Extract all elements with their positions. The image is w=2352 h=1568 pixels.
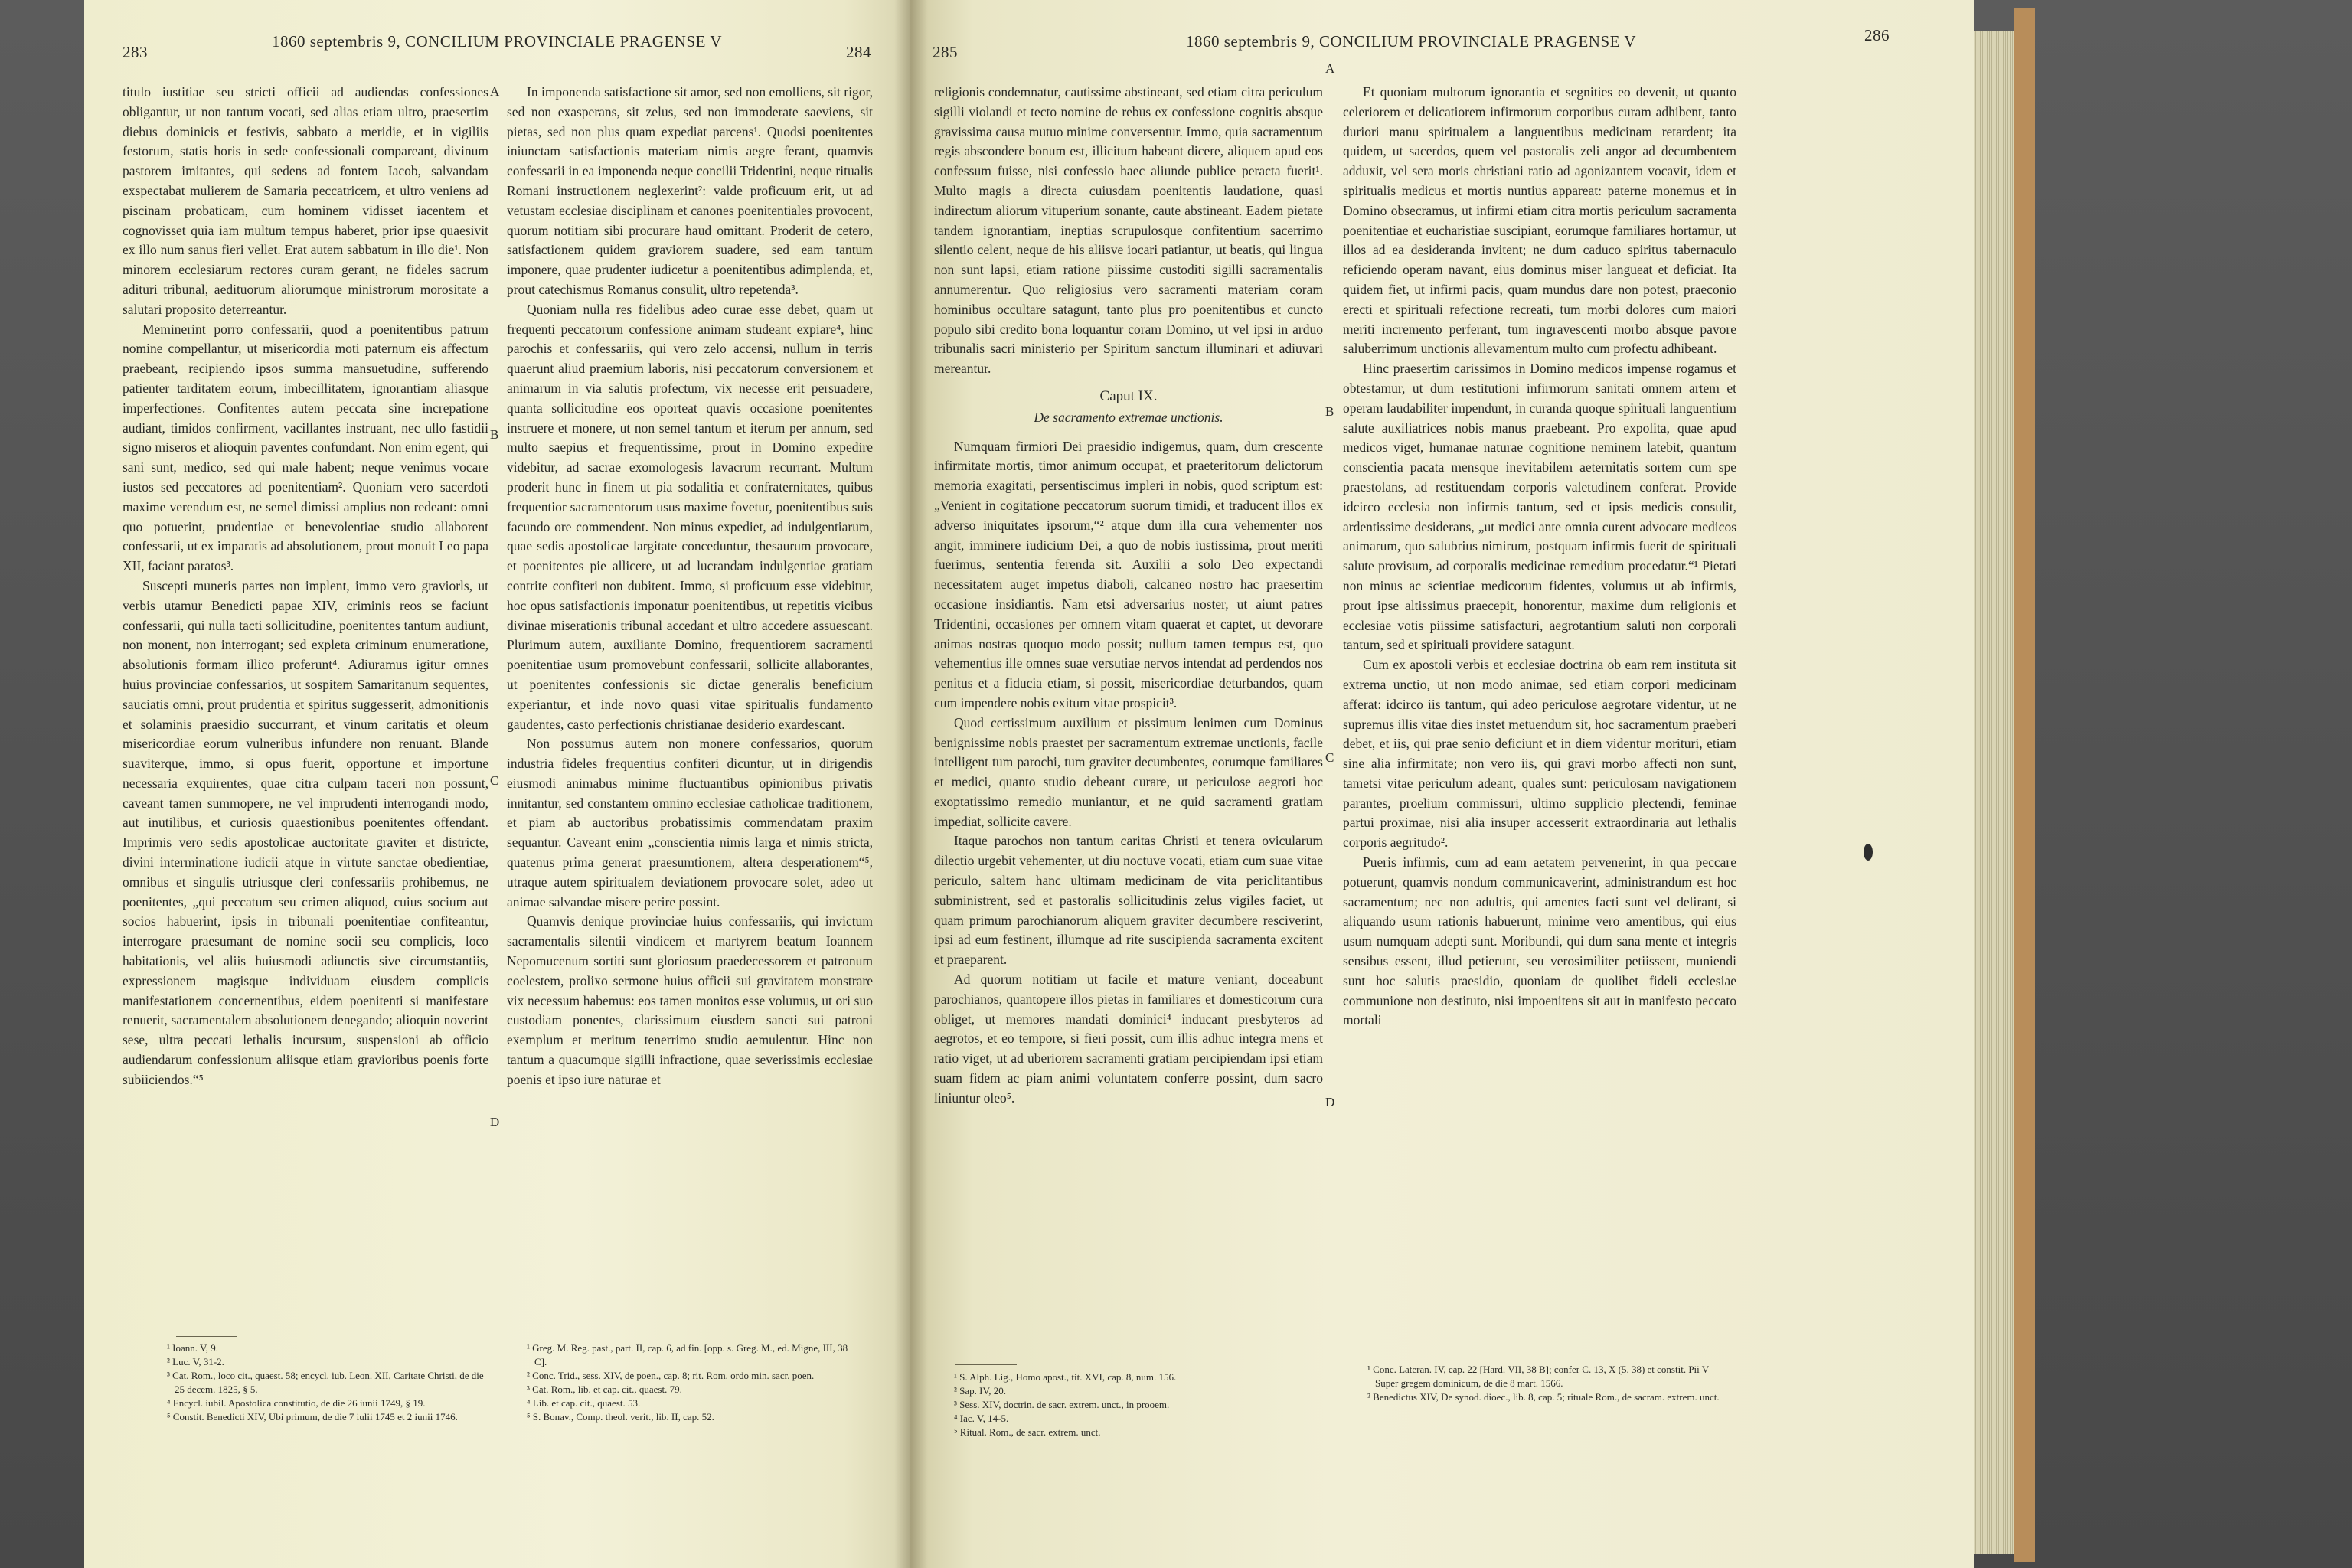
paragraph: Pueris infirmis, cum ad eam aetatem pervenerint, in qua peccare potuerunt, quamvis nondum communicaverint, administrandum est hoc sacramentum; nec non adultis, qui amentes facti sunt vel delirant, si aliquando usum rationis habuerunt, minime vero amentibus, qui eius usum numquam adepti sunt. Moribundi, qui dum sana mente et integris sensibus essent, illud petierunt, seu verosimiliter petiissent, muniendi sunt hoc salutis praesidio, quoniam de quolibet fideli ecclesiae communione non destituto, nisi impoenitens sit aut in manifesto peccato mortali	[1343, 854, 1736, 1028]
footnote: ⁵ Ritual. Rom., de sacr. extrem. unct.	[954, 1426, 1101, 1438]
header-rule	[122, 73, 871, 74]
paragraph: Et quoniam multorum ignorantia et segnities eo devenit, ut quanto celeriorem et delicatiorem infirmorum corporibus curam adhibent, tanto duriori manu spiritualem a languentibus medicinam retardent; ita quidem, ut sacerdos, quem vel pastoralis zeli angor ad decumbentem adduxit, vel sera moris christiani ratio ad agonizantem vocavit, idem et spiritualis medicus et mortis nuntius appareat: paterne monemus et in Domino obsecramus, ut infirmi etiam citra mortis periculum sacramenta poenitentiae et eucharistiae suscipiant, eorumque familiares hortamur, ut illos ad ea desideranda invitent; ne dum caduco spiritus tabernaculo reficiendo operam navant, eius dominus miser langueat et deficiat. Ita quidem fiet, ut infirmi pacis, quam mundus dare non potest, praeconio erecti et spirituali refectione recreati, tum morbi dolores cum maiori meriti incremento perferant, tum ingravescenti morbo absque pavore saluberrimum unctionis allevamentum multo cum profectu adhibeant.	[1343, 84, 1736, 357]
right-footnotes-2	[1361, 1363, 1721, 1404]
margin-letter-c: C	[1325, 750, 1334, 765]
right-page	[910, 0, 1974, 1568]
paragraph: In imponenda satisfactione sit amor, sed non emolliens, sit rigor, sed non exasperans, sit zelus, sed non immoderate saeviens, sit pietas, sed non plus quam expediat parcens¹. Quodsi poenitentes iniunctam satisfactionis materiam nimis aegre ferant, quamvis confessarii in ea imponenda neque concilii Tridentini, neque ritualis Romani instructionem neglexerint²: valde proficuum erit, ut ad vetustam ecclesiae disciplinam et canones poenitentiales provocent, quorum notitiam sibi procurare haud omittant. Proderit de cetero, satisfactionem quidem graviorem suadere, sed eam tantum imponere, quae prudenter iudicetur a poenitentibus adimplenda, et, prout catechismus Romanus consulit, ultro repetenda³.	[507, 84, 873, 297]
left-page-header	[122, 31, 871, 61]
footnote: ¹ S. Alph. Lig., Homo apost., tit. XVI, cap. 8, num. 156.	[954, 1371, 1177, 1383]
margin-letter-d: D	[490, 1115, 500, 1129]
footnote: ⁵ S. Bonav., Comp. theol. verit., lib. II, cap. 52.	[527, 1411, 714, 1423]
footnote: ⁴ Lib. et cap. cit., quaest. 53.	[527, 1397, 641, 1409]
margin-letter-c: C	[490, 773, 499, 788]
footnote: ¹ Ioann. V, 9.	[167, 1342, 218, 1354]
right-page-column-1	[934, 83, 1323, 1109]
book-gutter	[894, 0, 928, 1568]
left-page	[84, 0, 910, 1568]
paragraph: religionis condemnatur, cautissime abstineant, sed etiam citra periculum sigilli violandi et tecto nomine de rebus ex confessione cognitis absque gravissima causa mutuo minime conversentur. Immo, quia sacramentum regis abscondere bonum est, illicitum habeant dicere, aliquem apud eos confessum fuisse, nisi confessio haec aliunde publice peracta fuerit¹. Multo magis a directa cuiusdam poenitentis laudatione, quasi indirectum aliorum vituperium sonante, caute abstineant. Eadem pietate tandem ignorantiam, ineptias scrupulosque confitentium sacerrimo silentio celent, neque de his aliisve iocari patiantur, ut beatis, qui lingua non sunt lapsi, etiam ratione piissime custoditi sigilli sacramentalis annumerentur. Quo religiosius vero sacramenti materiam coram hominibus occultare satagunt, tanto plus pro poenitentibus et cuncto populo sibi credito bona loquantur coram Domino, ut vel ipsi in arduo tribunalis sacri ministerio per Spiritum sanctum illuminari et adiuvari mereantur.	[934, 84, 1323, 377]
book-cover-edge	[2014, 8, 2035, 1562]
running-title: 1860 septembris 9, CONCILIUM PROVINCIALE PRAGENSE V	[1185, 32, 1637, 51]
footnote: ¹ Greg. M. Reg. past., part. II, cap. 6, ad fin. [opp. s. Greg. M., ed. Migne, III, 38 C].	[527, 1342, 848, 1367]
left-footnotes-2	[521, 1341, 850, 1424]
paragraph: Itaque parochos non tantum caritas Christi et tenera ovicularum dilectio urgebit vehementer, ut diu noctuve vocati, etiam cum suae vitae periculo, saltem hanc ultimam medicinam de vita periclitantibus subministrent, sed et pastoralis sollicitudinis zelus vigiles faciet, ut quam primum parochianorum aliquem graviter decumbere resciverint, ipsi ad eum festinent, illumque ad rite suscipienda sacramenta excitent et praeparent.	[934, 833, 1323, 968]
left-footnotes-1	[161, 1341, 490, 1424]
header-rule	[933, 73, 1890, 74]
margin-letter-b: B	[1325, 404, 1334, 419]
chapter-heading: Caput IX.	[1099, 387, 1158, 404]
footnote: ² Sap. IV, 20.	[954, 1385, 1006, 1396]
margin-letter-a: A	[490, 84, 500, 99]
paragraph: Non possumus autem non monere confessarios, quorum industria fideles frequentius confiteri dicuntur, ut in dirigendis eiusmodi animabus minime fluctuantibus opinionibus privatis innitantur, sed constantem omnino ecclesiae catholicae traditionem, et piam ab auctoribus probatissimis commendatam praxim sequantur. Caveant enim „conscientia nimis larga et nimis stricta, quatenus prima generat praesumtionem, altera desperationem“⁵, utraque autem spiritualem deviationem provocare solet, adeo ut animae salvandae misere perire possint.	[507, 736, 873, 910]
page-number-283: 283	[122, 43, 148, 61]
footnote: ³ Cat. Rom., loco cit., quaest. 58; encycl. iub. Leon. XII, Caritate Christi, de die 25 decem. 1825, § 5.	[167, 1370, 484, 1395]
margin-letter-b: B	[490, 427, 499, 442]
footnote-rule	[176, 1336, 237, 1337]
page-number-285: 285	[933, 43, 958, 61]
footnote: ³ Cat. Rom., lib. et cap. cit., quaest. 79.	[527, 1383, 682, 1395]
footnote: ² Luc. V, 31-2.	[167, 1356, 224, 1367]
paragraph: Cum ex apostoli verbis et ecclesiae doctrina ob eam rem instituta sit extrema unctio, ut non modo animae, sed etiam corpori medicinam afferat: idcirco iis tantum, qui adeo periculose aegrotare videntur, ut ne supremus illis vitae dies instet metuendum sit, hoc sacramentum praeberi debet, et iis, qui prae senio deficiunt et in diem videntur morituri, etiam sine alia infirmitate; non vero iis, qui gravi morbo affecti non sunt, tametsi vitae periculum adeant, quales sunt: periculosam navigationem parantes, proelium commissuri, ultimo supplicio plectendi, feminae partui proximae, nisi alia insuper accesserit extraordinaria aut lethalis corporis aegritudo².	[1343, 657, 1736, 851]
left-page-column-1	[122, 83, 488, 1090]
margin-letter-a: A	[1325, 61, 1335, 76]
margin-letter-d: D	[1325, 1095, 1335, 1109]
chapter-subtitle: De sacramento extremae unctionis.	[1034, 409, 1223, 425]
right-page-header	[933, 26, 1890, 61]
paragraph: Suscepti muneris partes non implent, immo vero graviorls, ut verbis utamur Benedicti papae XIV, criminis reos se faciunt confessarii, qui nulla tacti sollicitudine, poenitentes tantum audiunt, non monent, non interrogant; sed expleta criminum enumeratione, absolutionis formam illico proferunt⁴. Adiuramus igitur omnes huius provinciae confessarios, ut sospitem Samaritanum sequentes, sauciatis omni, prout prudentia et spiritus suggesserit, admonitionis et solaminis praesidio succurrant, et vinum caritatis et oleum misericordiae eorum vulneribus infundere non renuant. Blande suaviterque, immo, si opus fuerit, opportune et importune necessaria exquirentes, quae citra culpam taceri non possunt, caveant tamen summopere, ne vel imprudenti interrogandi modo, aut inutilibus, et curiosis quaestionibus poenitentes offendant. Imprimis vero sedis apostolicae auctoritate graviter et districte, divini interminatione iudicii atque in virtute sanctae obedientiae, omnibus et singulis utriusque cleri confessariis prohibemus, ne poenitentes, „qui peccatum seu crimen aliquod, cuius socium aut socios habuerint, ipsis in tribunali poenitentiae confiteantur, interrogare praesumant de nomine socii seu complicis, loco habitationis, vel aliis huiusmodi adiunctis sive circumstantiis, expressionem magisque individuam eiusdem complicis manifestationem concernentibus, eidem poenitenti si manifestare renuerit, sacramentalem absolutionem denegando; alioquin noverint sese, ultra peccati lethalis incursum, suspensioni ab officio audiendarum confessionum aliisque etiam gravioribus poenis forte subiiciendos.“⁵	[122, 577, 488, 1087]
footnote-rule	[956, 1364, 1017, 1365]
paragraph: Numquam firmiori Dei praesidio indigemus, quam, dum crescente infirmitate mortis, timor animum occupat, et praeteritorum delictorum memoria exagitati, persentiscimus impleri in nobis, quod scriptum est: „Venient in cogitatione peccatorum suorum timidi, et traducent illos ex adverso iniquitates ipsorum,“² atque dum illa cura vehementer nos angit, imminere iudicium Dei, a quo de nobis iustissima, prout meriti fuerimus, sententia ferenda sit. Auxilii a solo Deo expectandi necessitatem auget impetus diaboli, calcaneo nostro hac praesertim occasione insidiantis. Nam etsi adversarius noster, ut aiunt patres Tridentini, occasiones per omnem vitam quaerat et captet, ut devorare animas nostras quoquo modo possit; nullum tamen tempus est, quo vehementius ille omnes suae versutiae nervos intendat ad perdendos nos penitus et a fiducia etiam, si possit, misericordiae deturbandos, quam cum impendere nobis exitum vitae prospicit³.	[934, 438, 1323, 710]
running-title: 1860 septembris 9, CONCILIUM PROVINCIALE PRAGENSE V	[271, 32, 723, 51]
footnote: ¹ Conc. Lateran. IV, cap. 22 [Hard. VII, 38 B]; confer C. 13, X (5. 38) et constit. Pii V Super gregem dominicum, de die 8 mart. 1566.	[1367, 1364, 1709, 1389]
right-page-column-2	[1343, 83, 1736, 1031]
footnote: ⁵ Constit. Benedicti XIV, Ubi primum, de die 7 iulii 1745 et 2 iunii 1746.	[167, 1411, 458, 1423]
paragraph: Quamvis denique provinciae huius confessariis, qui invictum sacramentalis silentii vindicem et martyrem beatum Ioannem Nepomucenum sortiti sunt gloriosum praedecessorem et patronum coelestem, prolixo sermone huius officii sui gravitatem monstrare vix necessum habemus: eos tamen monitos esse volumus, ut ori suo custodiam ponentes, clarissimum eiusdem sancti sui patroni exemplum et meritum tenerrimo studio aemulentur. Hinc non tantum a quacumque sigilli infractione, quae severissimis ecclesiae poenis et ipso iure naturae et	[507, 913, 873, 1087]
footnote: ⁴ Encycl. iubil. Apostolica constitutio, de die 26 iunii 1749, § 19.	[167, 1397, 426, 1409]
footnote: ² Conc. Trid., sess. XIV, de poen., cap. 8; rit. Rom. ordo min. sacr. poen.	[527, 1370, 815, 1381]
ink-spot	[1864, 844, 1873, 861]
paragraph: titulo iustitiae seu stricti officii ad audiendas confessiones obligantur, ut non tantum vocati, sed alias etiam ultro, praesertim diebus dominicis et festivis, sabbato a meridie, et in vigiliis festorum, statis horis in sede confessionali compareant, divinum pastorem imitantes, qui sedens ad fontem Iacob, salvandam exspectabat mulierem de Samaria peccatricem, et ultro veniens ad piscinam probaticam, cum hominem vidisset iacentem et cognovisset quia iam multum tempus haberet, prior ipse quaesivit ex illo num sanus fieri vellet. Erat autem sabbatum in illo die¹. Non minorem ecclesiarum rectores curam gerant, ne fideles sacrum adituri tribunal, aedituorum aliorumque ministrorum morositate a salutari proposito deterreantur.	[122, 84, 488, 317]
paragraph: Hinc praesertim carissimos in Domino medicos impense rogamus et obtestamur, ut dum restitutioni infirmorum sanitati omnem artem et operam laudabiliter impendunt, in curanda quoque spirituali languentium salute auxiliatrices nobis manus praebeant. Pro expolita, quae apud medicos viget, humanae naturae cognitione neminem latebit, quantum conscientia pacata mensque inevitabilem aeternitatis sortem cum spe praestolans, ad restituendam corporis valetudinem conferat. Provide idcirco ecclesia non infirmis tantum, sed et ipsis medicis consulit, ardentissime desiderans, „ut medici ante omnia curent advocare medicos animarum, quo salubrius nimirum, postquam infirmis fuerit de spirituali salute provisum, ad corporalis medicinae remedium procedatur.“¹ Pietati non minus ac scientiae medicorum fidentes, volumus ut ab infirmis, prout ipse altissimus praecepit, honorentur, maxime dum religionis et ecclesiae votis piissime satisfacturi, aegrotantium saluti non corporali tantum, sed et spirituali providere satagunt.	[1343, 361, 1736, 653]
footnote: ² Benedictus XIV, De synod. dioec., lib. 8, cap. 5; rituale Rom., de sacram. extrem. unct.	[1367, 1391, 1720, 1403]
paragraph: Meminerint porro confessarii, quod a poenitentibus patrum nomine compellantur, ut misericordia moti paternum eis affectum praebeant, recipiendo ipsos summa mansuetudine, sufferendo patienter tarditatem eorum, imbecillitatem, ignorantiam aliasque imperfectiones. Confitentes autem peccata sine increpatione audiant, timidos confirment, vacillantes instruant, nec ullo fastidii signo miseros et alioquin paventes confundant. Non enim egent, qui sani sunt, medico, sed qui male habent; neque venimus vocare iustos sed peccatores ad poenitentiam². Quoniam vero sacerdoti maxime verendum est, ne semel dimissi amplius non redeant: omni quo potuerint, prudentiae et benevolentiae studio allaborent confessarii, ut ex imparatis ad absolutionem, prout monuit Leo papa XII, faciant paratos³.	[122, 321, 488, 574]
right-footnotes-1	[948, 1370, 1308, 1439]
paragraph: Ad quorum notitiam ut facile et mature veniant, doceabunt parochianos, quantopere illos pietas in familiares et domesticorum cura obliget, ut memores mandati dominici⁴ inducant presbyteros ad aegrotos, et eo tempore, si fieri possit, cum illis adhuc integra mens et ratio viget, ut ad uberiorem sacramenti gratiam percipiendam ipsi etiam suam fidem ac piam animi voluntatem conferre possint, dum sacro liniuntur oleo⁵.	[934, 972, 1323, 1106]
page-number-284: 284	[846, 43, 871, 61]
page-number-286: 286	[1864, 26, 1890, 44]
left-page-column-2	[507, 83, 873, 1090]
footnote: ³ Sess. XIV, doctrin. de sacr. extrem. unct., in prooem.	[954, 1399, 1170, 1410]
footnote: ⁴ Iac. V, 14-5.	[954, 1413, 1009, 1424]
paragraph: Quod certissimum auxilium et pissimum lenimen cum Dominus benignissime nobis praestet per sacramentum extremae unctionis, facile intelligent tum parochi, tum graviter decumbentes, eorumque familiares et medici, quanto studio debeant curare, ut periculose aegroti hoc exoptatissimo remedio muniantur, et ne quid sacramenti gratiam impediat, sollicite cavere.	[934, 714, 1323, 829]
paragraph: Quoniam nulla res fidelibus adeo curae esse debet, quam ut frequenti peccatorum confessione animam studeant expiare⁴, hinc parochis et confessariis, qui vero zelo accensi, nullum in terris quaerunt aliud praemium laboris, nisi peccatorum conversionem et animarum in via salutis profectum, vix necesse erit persuadere, quanta sollicitudine eos oporteat quavis occasione poenitentes instruere et monere, ut non semel tantum et iterum per annum, sed multo saepius et frequentissime, prout in Domino expedire videbitur, ad sacrae exomologesis lavacrum recurrant. Multum proderit hunc in finem ut pia sodalitia et confraternitates, quibus frequentior sacramentorum usus maxime fovetur, poenitentibus suis facundo ore commendent. Non minus expediet, ad indulgentiarum, quae sedis apostolicae largitate conceduntur, thesaurum provocare, et poenitentes pie allicere, ut ad lucrandam indulgentiae gratiam contrite confiteri non dubitent. Immo, si proficuum esse videbitur, hoc opus satisfactionis imponatur poenitentibus, ut repetitis vicibus divinae miserationis tribunal accedant et ultro accedere assuescant. Plurimum autem, auxiliante Domino, frequentiorem sacramenti poenitentiae usum promovebunt confessarii, sollicite allaborantes, ut poenitentes confessionis sic dictae generalis beneficium experiantur, et inde novo quasi vitae spiritualis fundamento gaudentes, casto perfectionis christianae desiderio exardescant.	[507, 301, 873, 732]
